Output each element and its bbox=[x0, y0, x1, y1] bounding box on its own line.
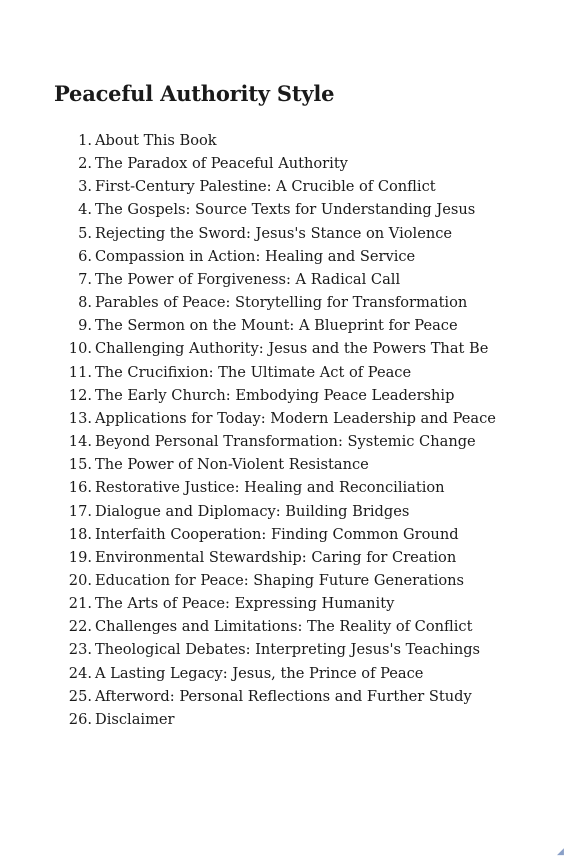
toc-item-label: Challenging Authority: Jesus and the Powers That Be bbox=[95, 340, 489, 358]
toc-item-number: 17. bbox=[68, 502, 92, 520]
toc-item[interactable] bbox=[0, 245, 575, 268]
page-curl-icon: ◢ bbox=[557, 847, 564, 857]
toc-item-number: 20. bbox=[68, 571, 92, 589]
toc-item-number: 18. bbox=[68, 525, 92, 543]
toc-item-label: Theological Debates: Interpreting Jesus's Teachings bbox=[95, 641, 481, 659]
toc-item[interactable] bbox=[0, 291, 575, 314]
toc-item-label: Restorative Justice: Healing and Reconciliation bbox=[95, 479, 445, 497]
toc-item-number: 21. bbox=[68, 595, 92, 613]
toc-item[interactable] bbox=[0, 152, 575, 175]
toc-item-number: 16. bbox=[68, 479, 92, 497]
toc-item-number: 6. bbox=[78, 247, 92, 265]
toc-item[interactable] bbox=[0, 708, 575, 731]
toc-item-number: 24. bbox=[68, 664, 92, 682]
toc-item-label: The Power of Forgiveness: A Radical Call bbox=[95, 270, 401, 288]
toc-item-label: First-Century Palestine: A Crucible of Conflict bbox=[95, 178, 436, 196]
toc-item[interactable] bbox=[0, 685, 575, 708]
toc-item-label: The Early Church: Embodying Peace Leadership bbox=[95, 386, 455, 404]
toc-item-label: The Arts of Peace: Expressing Humanity bbox=[95, 595, 395, 613]
toc-item-number: 7. bbox=[78, 270, 92, 288]
toc-item-label: Afterword: Personal Reflections and Further Study bbox=[95, 687, 472, 705]
page-title: Peaceful Authority Style bbox=[54, 81, 335, 106]
toc-item[interactable] bbox=[0, 569, 575, 592]
toc-item-number: 3. bbox=[78, 178, 92, 196]
toc-item[interactable] bbox=[0, 314, 575, 337]
toc-item-number: 15. bbox=[68, 456, 92, 474]
toc-item-number: 22. bbox=[68, 618, 92, 636]
table-of-contents bbox=[0, 129, 575, 731]
toc-item[interactable] bbox=[0, 175, 575, 198]
toc-item-label: Applications for Today: Modern Leadership and Peace bbox=[95, 409, 496, 427]
toc-item-label: The Power of Non-Violent Resistance bbox=[95, 456, 369, 474]
toc-item-number: 13. bbox=[68, 409, 92, 427]
toc-item[interactable] bbox=[0, 129, 575, 152]
toc-item[interactable] bbox=[0, 453, 575, 476]
toc-item[interactable] bbox=[0, 337, 575, 360]
toc-item-label: The Paradox of Peaceful Authority bbox=[95, 155, 348, 173]
toc-item-number: 10. bbox=[68, 340, 92, 358]
toc-item-label: Beyond Personal Transformation: Systemic Change bbox=[95, 433, 476, 451]
toc-item-label: Compassion in Action: Healing and Service bbox=[95, 247, 416, 265]
toc-item-number: 5. bbox=[78, 224, 92, 242]
toc-item-label: Dialogue and Diplomacy: Building Bridges bbox=[95, 502, 410, 520]
toc-item-label: The Gospels: Source Texts for Understanding Jesus bbox=[95, 201, 476, 219]
toc-item-number: 9. bbox=[78, 317, 92, 335]
toc-item-number: 2. bbox=[78, 155, 92, 173]
toc-item[interactable] bbox=[0, 615, 575, 638]
toc-item-number: 26. bbox=[68, 710, 92, 728]
toc-item-number: 14. bbox=[68, 433, 92, 451]
toc-item-number: 12. bbox=[68, 386, 92, 404]
toc-item[interactable] bbox=[0, 407, 575, 430]
toc-item-number: 8. bbox=[78, 294, 92, 312]
toc-item-number: 25. bbox=[68, 687, 92, 705]
toc-item-label: Challenges and Limitations: The Reality of Conflict bbox=[95, 618, 473, 636]
toc-item[interactable] bbox=[0, 384, 575, 407]
toc-item[interactable] bbox=[0, 268, 575, 291]
toc-item-label: The Crucifixion: The Ultimate Act of Peace bbox=[95, 363, 412, 381]
toc-item[interactable] bbox=[0, 476, 575, 499]
toc-item-label: Parables of Peace: Storytelling for Transformation bbox=[95, 294, 468, 312]
toc-item-number: 11. bbox=[68, 363, 92, 381]
toc-item-number: 23. bbox=[68, 641, 92, 659]
toc-item[interactable] bbox=[0, 638, 575, 661]
toc-item[interactable] bbox=[0, 222, 575, 245]
toc-item-label: Disclaimer bbox=[95, 710, 175, 728]
toc-item-number: 4. bbox=[78, 201, 92, 219]
toc-item[interactable] bbox=[0, 500, 575, 523]
toc-item-label: Environmental Stewardship: Caring for Creation bbox=[95, 548, 457, 566]
toc-item[interactable] bbox=[0, 361, 575, 384]
toc-item[interactable] bbox=[0, 198, 575, 221]
toc-item-label: Interfaith Cooperation: Finding Common Ground bbox=[95, 525, 459, 543]
toc-item-number: 1. bbox=[78, 132, 92, 149]
toc-item[interactable] bbox=[0, 592, 575, 615]
toc-item-label: A Lasting Legacy: Jesus, the Prince of Peace bbox=[95, 664, 424, 682]
toc-item-label: Rejecting the Sword: Jesus's Stance on Violence bbox=[95, 224, 453, 242]
toc-item[interactable] bbox=[0, 662, 575, 685]
toc-item-label: Education for Peace: Shaping Future Generations bbox=[95, 571, 465, 589]
toc-item-number: 19. bbox=[68, 548, 92, 566]
toc-item-label: The Sermon on the Mount: A Blueprint for Peace bbox=[95, 317, 458, 335]
toc-item-label: About This Book bbox=[95, 132, 217, 149]
toc-item[interactable] bbox=[0, 523, 575, 546]
toc-item[interactable] bbox=[0, 430, 575, 453]
toc-item[interactable] bbox=[0, 546, 575, 569]
